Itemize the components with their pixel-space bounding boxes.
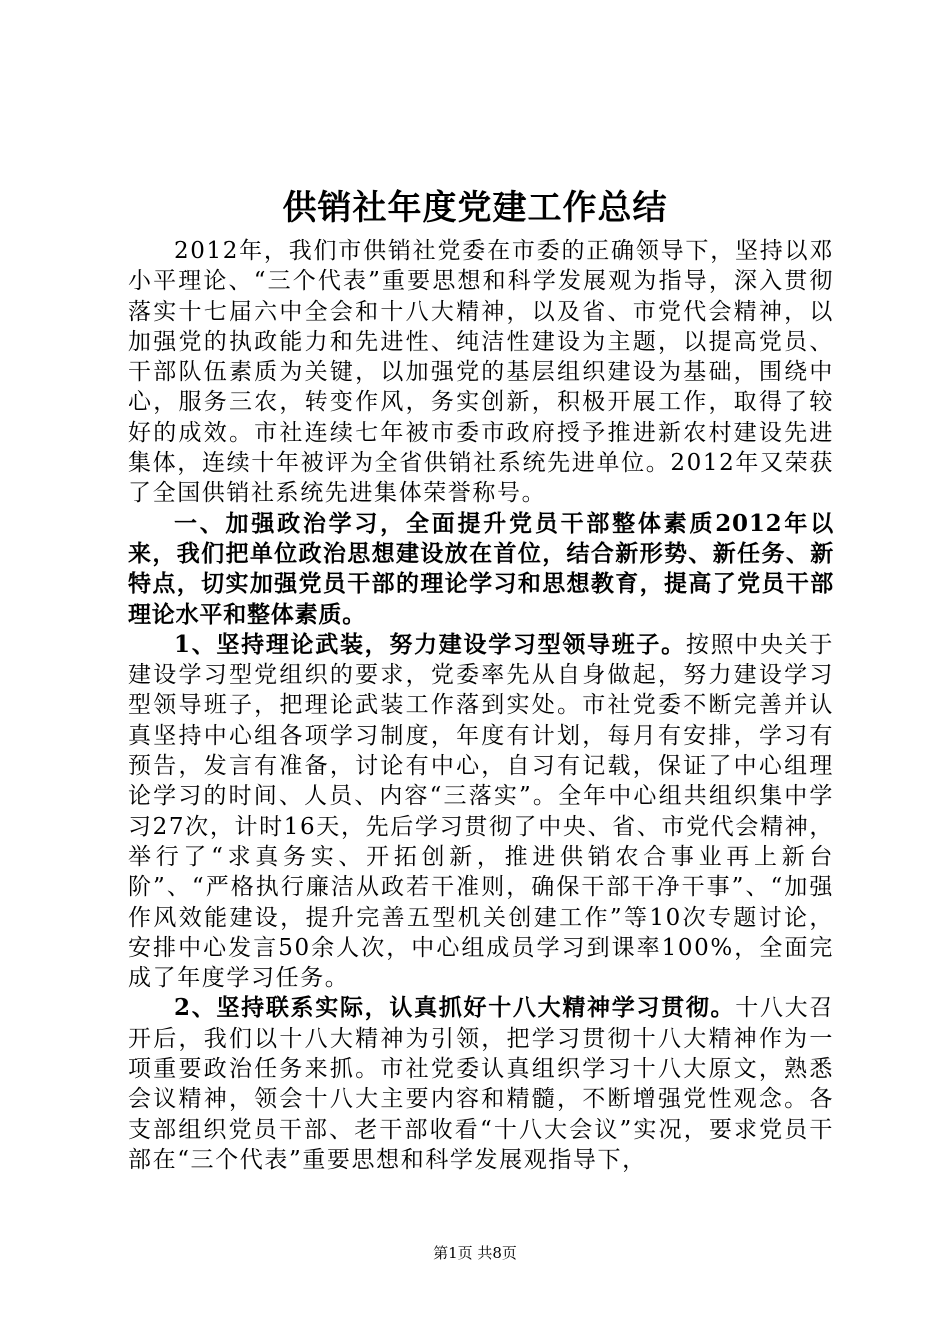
subsection-text-2: 十八大召开后，我们以十八大精神为引领，把学习贯彻十八大精神作为一项重要政治任务来抓。市社党委认真组织学习十八大原文，熟悉会议精神，领会十八大主要内容和精髓，不断增强党性观念。各支部组织党员干部、老干部收看“十八大会议”实况，要求党员干部在“三个代表”重要思想和科学发展观指导下， [128,995,834,1173]
intro-paragraph: 2012年，我们市供销社党委在市委的正确领导下，坚持以邓小平理论、“三个代表”重要思想和科学发展观为指导，深入贯彻落实十七届六中全会和十八大精神，以及省、市党代会精神，以加强党的执政能力和先进性、纯洁性建设为主题，以提高党员、干部队伍素质为关键，以加强党的基层组织建设为基础，围绕中心，服务三农，转变作风，务实创新，积极开展工作，取得了较好的成效。市社连续七年被市委市政府授予推进新农村建设先进集体，连续十年被评为全省供销社系统先进单位。2012年又荣获了全国供销社系统先进集体荣誉称号。 [128,238,834,507]
subsection-text-1: 按照中央关于建设学习型党组织的要求，党委率先从自身做起，努力建设学习型领导班子，把理论武装工作落到实处。市社党委不断完善并认真坚持中心组各项学习制度，年度有计划，每月有安排，学习有预告，发言有准备，讨论有中心，自习有记载，保证了中心组理论学习的时间、人员、内容“三落实”。全年中心组共组织集中学习27次，计时16天，先后学习贯彻了中央、省、市党代会精神，举行了“求真务实、开拓创新，推进供销农合事业再上新台阶”、“严格执行廉洁从政若干准则，确保干部干净干事”、“加强作风效能建设，提升完善五型机关创建工作”等10次专题讨论，安排中心发言50余人次，中心组成员学习到课率100%，全面完成了年度学习任务。 [128,631,834,992]
document-body [128,236,834,1175]
section-heading-paragraph: 一、加强政治学习，全面提升党员干部整体素质2012年以来，我们把单位政治思想建设放在首位，结合新形势、新任务、新特点，切实加强党员干部的理论学习和思想教育，提高了党员干部理论水平和整体素质。 [128,509,834,628]
subsection-lead-1: 1、坚持理论武装，努力建设学习型领导班子。 [174,630,686,658]
page-footer: 第1页 共8页 [433,1244,517,1262]
subsection-paragraph-2 [128,993,834,1175]
document-title: 供销社年度党建工作总结 [282,188,668,228]
subsection-lead-2: 2、坚持联系实际，认真抓好十八大精神学习贯彻。 [174,994,736,1022]
subsection-paragraph-1 [128,630,834,994]
